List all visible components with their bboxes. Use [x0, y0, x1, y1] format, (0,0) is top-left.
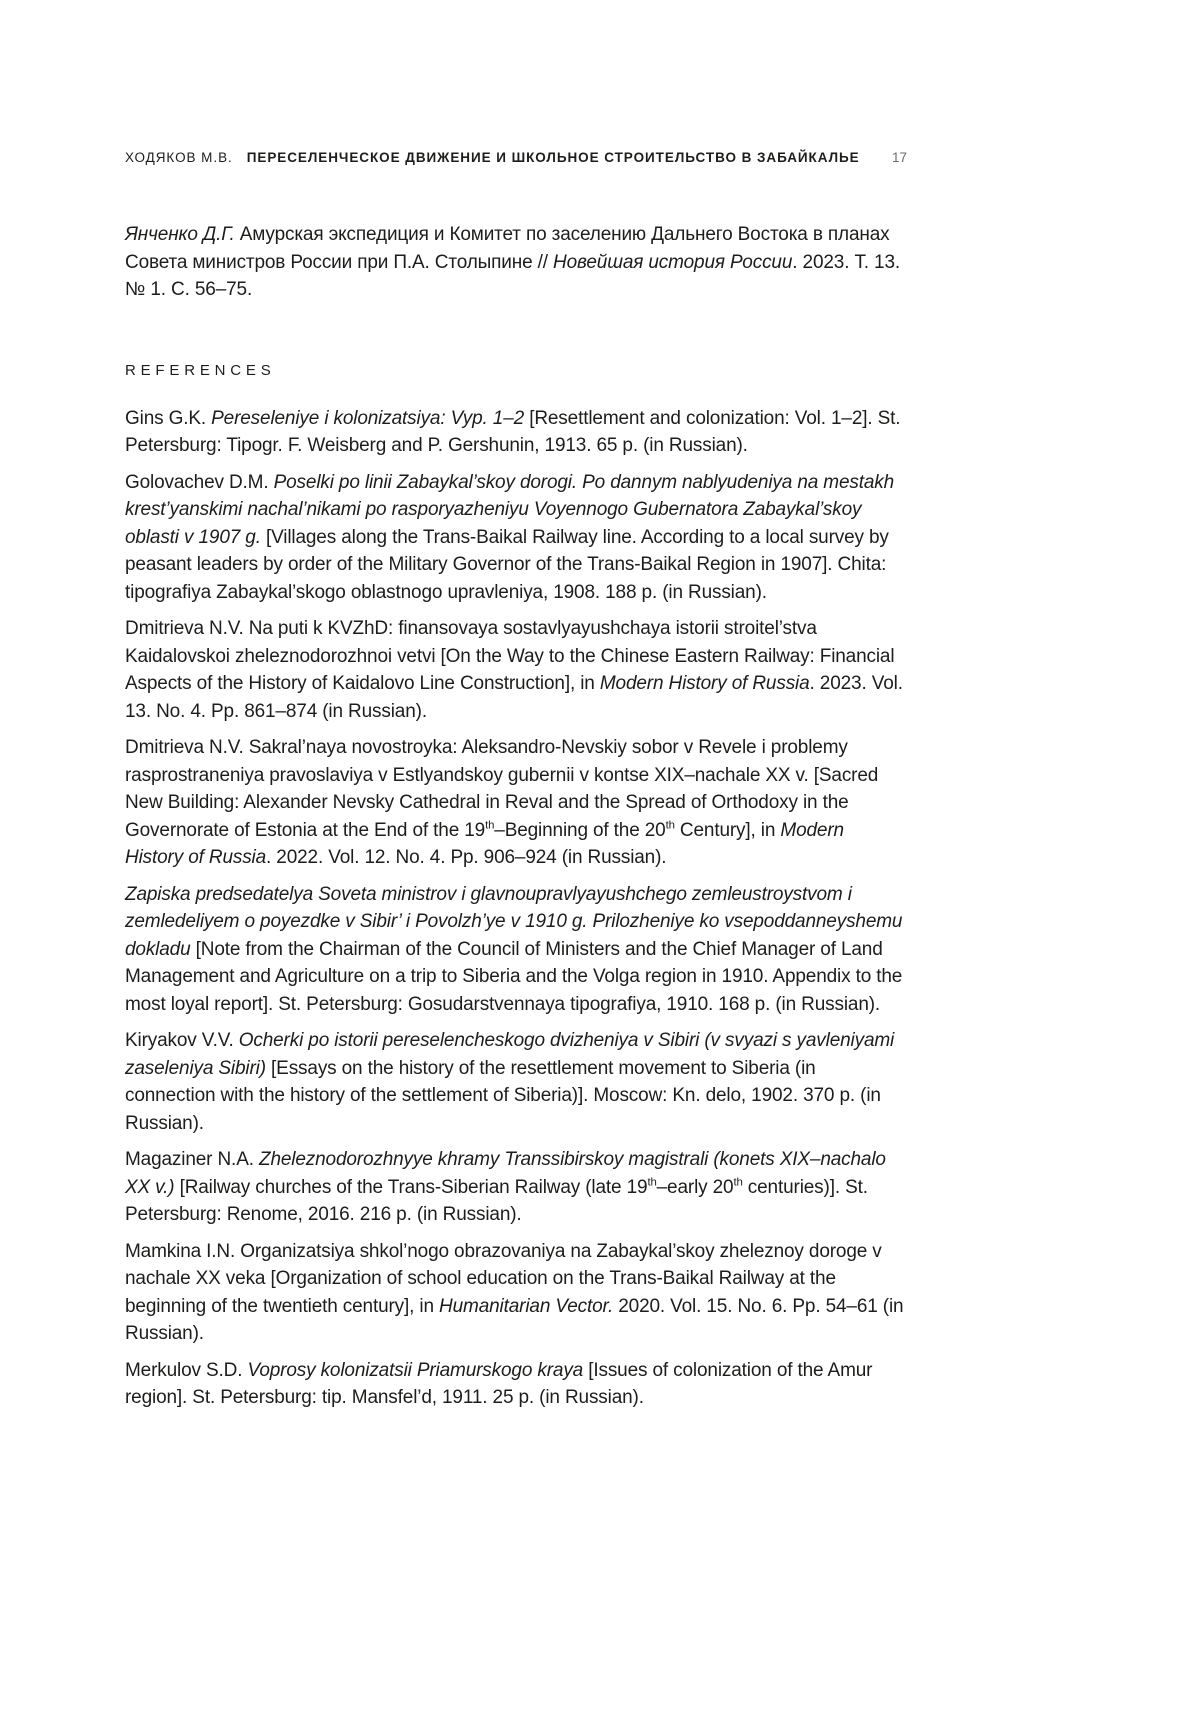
text-run-sup: th	[647, 1176, 657, 1189]
reference-entry	[125, 1027, 907, 1137]
text-run-italic: Poselki po linii Zabaykal’skoy dorogi. Po dannym nablyudeniya na mestakh krest’yanskimi nachal’nikami po rasporyazheniyu Voyennogo Gubernatora Zabaykal’skoy oblasti v 1907 g.	[125, 471, 895, 548]
references-list	[125, 405, 907, 1412]
text-run-italic: Modern History of Russia	[125, 819, 844, 868]
continued-reference-paragraph	[125, 221, 907, 304]
text-run-normal: [Resettlement and colonization: Vol. 1–2]. St. Petersburg: Tipogr. F. Weisberg and P. Gershunin, 1913. 65 p. (in Russian).	[125, 407, 901, 456]
text-run-normal: Century], in	[674, 819, 781, 841]
text-run-normal: [Villages along the Trans-Baikal Railway line. According to a local survey by peasant leaders by order of the Military Governor of the Trans-Baikal Region in 1907]. Chita: tipografiya Zabaykal’skogo oblastnogo upravleniya, 1908. 188 p. (in Russian).	[125, 526, 889, 603]
text-run-normal: . 2023. Т. 13. № 1. С. 56–75.	[125, 251, 901, 300]
text-run-normal: Dmitrieva N.V. Sakral’naya novostroyka: Aleksandro-Nevskiy sobor v Revele i problemy rasprostraneniya pravoslaviya v Estlyandskoy gubernii v kontse XIX–nachale XX v. [Sacred New Building: Alexander Nevsky Cathedral in Reval and the Spread of Orthodoxy in the Governorate of Estonia at the End of the 19	[125, 737, 879, 841]
text-run-normal: Gins G.K.	[125, 407, 212, 429]
text-run-italic: Pereseleniye i kolonizatsiya: Vyp. 1–2	[211, 407, 530, 429]
text-run-italic: Zapiska predsedatelya Soveta ministrov i glavnoupravlyayushchego zemleustroystvom i zemledeliyem o poyezdke v Sibir’ i Povolzh’ye v 1910 g. Prilozheniye ko vsepoddanneyshemu dokladu	[125, 883, 903, 960]
text-run-normal: Амурская экспедиция и Комитет по заселению Дальнего Востока в планах Совета министров России при П.А. Столыпине //	[125, 224, 890, 273]
text-run-italic: Humanitarian Vector.	[439, 1295, 614, 1317]
references-heading: REFERENCES	[125, 361, 276, 379]
text-run-normal: 2020. Vol. 15. No. 6. Pp. 54–61 (in Russian).	[125, 1295, 904, 1344]
text-run-sup: th	[665, 819, 675, 832]
text-run-italic: Zheleznodorozhnyye khramy Transsibirskoy magistrali (konets XIX–nachalo XX v.)	[125, 1149, 886, 1198]
running-head	[125, 150, 907, 165]
reference-entry	[125, 469, 907, 607]
text-run-normal: Mamkina I.N. Organizatsiya shkol’nogo obrazovaniya na Zabaykal’skoy zheleznoy doroge v nachale XX veka [Organization of school education on the Trans-Baikal Railway at the beginning of the twentieth century], in	[125, 1240, 882, 1317]
reference-entry	[125, 615, 907, 725]
running-head-title: ПЕРЕСЕЛЕНЧЕСКОЕ ДВИЖЕНИЕ И ШКОЛЬНОЕ СТРОИТЕЛЬСТВО В ЗАБАЙКАЛЬЕ	[246, 150, 860, 165]
text-run-italic: Ocherki po istorii pereselencheskogo dvizheniya v Sibiri (v svyazi s yavleniyami zaseleniya Sibiri)	[125, 1030, 895, 1079]
text-run-normal: Merkulov S.D.	[125, 1359, 248, 1381]
text-run-normal: Magaziner N.A.	[125, 1149, 259, 1170]
text-run-italic: Voprosy kolonizatsii Priamurskogo kraya	[247, 1359, 589, 1381]
text-run-normal: –early 20	[656, 1176, 734, 1198]
text-run-sup: th	[733, 1176, 743, 1189]
text-run-italic: Modern History of Russia	[599, 673, 810, 694]
text-run-normal: Kiryakov V.V.	[125, 1030, 239, 1051]
text-run-normal: [Note from the Chairman of the Council of Ministers and the Chief Manager of Land Management and Agriculture on a trip to Siberia and the Volga region in 1910. Appendix to the most loyal report]. St. Petersburg: Gosudarstvennaya tipografiya, 1910. 168 p. (in Russian).	[125, 938, 903, 1015]
page-number: 17	[891, 150, 907, 165]
reference-entry	[125, 734, 907, 872]
text-run-normal: . 2023. Vol. 13. No. 4. Pp. 861–874 (in Russian).	[125, 673, 903, 722]
text-run-normal: –Beginning of the 20	[494, 819, 666, 841]
text-run-normal: Dmitrieva N.V. Na puti k KVZhD: finansovaya sostavlyayushchaya istorii stroitel’stva Kaidalovskoi zheleznodorozhnoi vetvi [On the Way to the Chinese Eastern Railway: Financial Aspects of the History of Kaidalovo Line Construction], in	[125, 618, 895, 694]
text-run-sup: th	[485, 819, 495, 832]
reference-entry	[125, 1357, 907, 1412]
text-run-italic: Янченко Д.Г.	[125, 224, 240, 245]
reference-entry	[125, 881, 907, 1019]
text-run-normal: . 2022. Vol. 12. No. 4. Pp. 906–924 (in Russian).	[266, 847, 667, 868]
text-run-italic: Новейшая история России	[553, 251, 793, 273]
page-content	[125, 150, 907, 1412]
text-run-normal: [Railway churches of the Trans-Siberian Railway (late 19	[179, 1176, 648, 1198]
reference-entry	[125, 1238, 907, 1348]
reference-entry	[125, 405, 907, 460]
text-run-normal: Golovachev D.M.	[125, 471, 274, 493]
reference-entry	[125, 1146, 907, 1229]
text-run-normal: centuries)]. St. Petersburg: Renome, 2016. 216 p. (in Russian).	[125, 1176, 868, 1225]
text-run-normal: [Issues of colonization of the Amur region]. St. Petersburg: tip. Mansfel’d, 1911. 25 p. (in Russian).	[125, 1359, 873, 1408]
running-head-author: ХОДЯКОВ М.В.	[125, 150, 233, 165]
text-run-normal: [Essays on the history of the resettlement movement to Siberia (in connection with the history of the settlement of Siberia)]. Moscow: Kn. delo, 1902. 370 p. (in Russian).	[125, 1057, 881, 1134]
